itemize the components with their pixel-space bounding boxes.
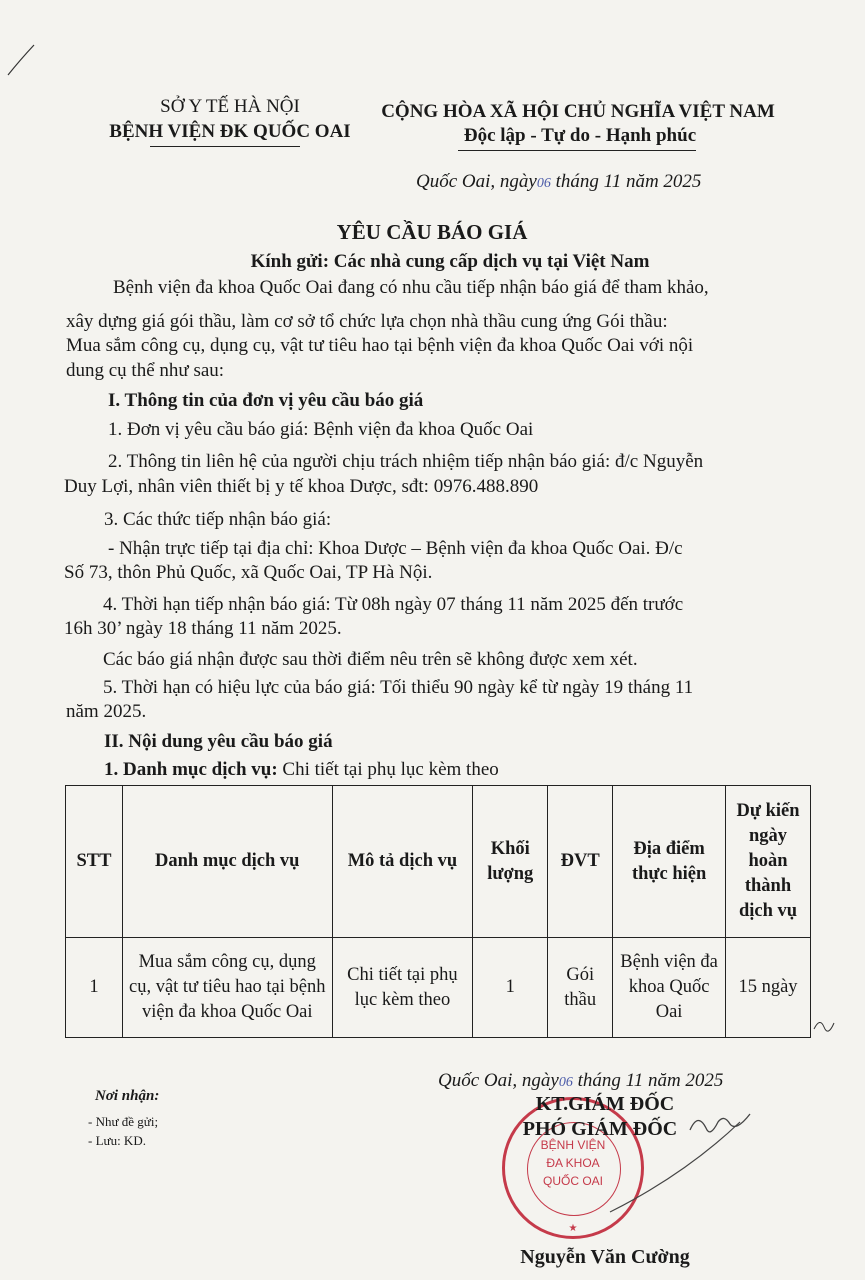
date-prefix: Quốc Oai, ngày <box>416 171 537 192</box>
table-cell: Gói thầu <box>548 938 613 1038</box>
table-cell: 1 <box>66 938 123 1038</box>
table-cell: 15 ngày <box>726 938 811 1038</box>
seal-text: BỆNH VIỆN <box>540 1138 606 1152</box>
section-1-line: 16h 30’ ngày 18 tháng 11 năm 2025. <box>64 618 342 639</box>
header-left-underline <box>150 146 300 147</box>
date-day-handwritten: 06 <box>558 1075 573 1090</box>
table-cell: 1 <box>473 938 548 1038</box>
section-2-heading: II. Nội dung yêu cầu báo giá <box>104 731 333 752</box>
seal-text: ĐA KHOA <box>546 1156 600 1170</box>
header-cell: Địa điểm thực hiện <box>613 786 726 938</box>
sign-title-1: KT.GIÁM ĐỐC <box>535 1093 675 1115</box>
section-1-line: 1. Đơn vị yêu cầu báo giá: Bệnh viện đa khoa Quốc Oai <box>108 419 534 440</box>
section-1-line: Duy Lợi, nhân viên thiết bị y tế khoa Dược, sđt: 0976.488.890 <box>64 476 539 497</box>
table-cell: Chi tiết tại phụ lục kèm theo <box>332 938 473 1038</box>
section-1-line: 5. Thời hạn có hiệu lực của báo giá: Tối thiểu 90 ngày kể từ ngày 19 tháng 11 <box>103 677 694 698</box>
header-cell: STT <box>66 786 123 938</box>
intro-line-2: xây dựng giá gói thầu, làm cơ sở tổ chức lựa chọn nhà thầu cung ứng Gói thầu: <box>66 311 668 332</box>
initials-mark <box>812 1015 842 1035</box>
header-cell: Mô tả dịch vụ <box>332 786 473 938</box>
header-cell: ĐVT <box>548 786 613 938</box>
date-suffix: tháng 11 năm 2025 <box>572 1070 724 1091</box>
intro-line-1: Bệnh viện đa khoa Quốc Oai đang có nhu cầu tiếp nhận báo giá để tham khảo, <box>113 277 709 298</box>
intro-line-4: dung cụ thể như sau: <box>66 360 225 381</box>
issue-date <box>416 170 701 195</box>
date-suffix: tháng 11 năm 2025 <box>550 171 702 192</box>
motto-underline <box>458 150 696 151</box>
section-1-line: - Nhận trực tiếp tại địa chỉ: Khoa Dược – Bệnh viện đa khoa Quốc Oai. Đ/c <box>108 538 683 559</box>
country-name: CỘNG HÒA XÃ HỘI CHỦ NGHĨA VIỆT NAM <box>381 101 775 122</box>
pen-mark-decoration <box>0 0 60 80</box>
signing-date <box>438 1069 723 1094</box>
service-list-caption-label: 1. Danh mục dịch vụ: <box>104 759 278 780</box>
recipient-line: Kính gửi: Các nhà cung cấp dịch vụ tại Việt Nam <box>250 251 650 272</box>
recipient-item: - Lưu: KD. <box>88 1133 146 1148</box>
handwritten-signature <box>590 1100 790 1220</box>
section-1-line: 4. Thời hạn tiếp nhận báo giá: Từ 08h ngày 07 tháng 11 năm 2025 đến trước <box>103 594 684 615</box>
intro-line-3: Mua sắm công cụ, dụng cụ, vật tư tiêu hao tại bệnh viện đa khoa Quốc Oai với nội <box>66 335 694 356</box>
section-1-heading: I. Thông tin của đơn vị yêu cầu báo giá <box>108 390 424 411</box>
recipients-title: Nơi nhận: <box>95 1088 160 1104</box>
date-prefix: Quốc Oai, ngày <box>438 1070 559 1091</box>
signer-name: Nguyễn Văn Cường <box>520 1246 690 1268</box>
header-cell: Danh mục dịch vụ <box>122 786 332 938</box>
section-1-line: Số 73, thôn Phủ Quốc, xã Quốc Oai, TP Hà Nội. <box>64 562 433 583</box>
service-list-caption <box>104 758 499 781</box>
table-cell: Bệnh viện đa khoa Quốc Oai <box>613 938 726 1038</box>
sign-title-2: PHÓ GIÁM ĐỐC <box>522 1118 678 1140</box>
date-day-handwritten: 06 <box>536 176 551 191</box>
section-1-line: Các báo giá nhận được sau thời điểm nêu trên sẽ không được xem xét. <box>103 649 638 670</box>
section-1-line: 2. Thông tin liên hệ của người chịu trách nhiệm tiếp nhận báo giá: đ/c Nguyễn <box>108 451 704 472</box>
section-1-line: 3. Các thức tiếp nhận báo giá: <box>104 509 332 530</box>
ministry-name: SỞ Y TẾ HÀ NỘI <box>160 96 300 117</box>
hospital-name: BỆNH VIỆN ĐK QUỐC OAI <box>109 121 351 142</box>
service-table <box>65 785 811 1038</box>
section-1-line: năm 2025. <box>66 701 147 722</box>
seal-star-icon: ★ <box>568 1223 578 1234</box>
motto: Độc lập - Tự do - Hạnh phúc <box>463 125 697 146</box>
table-cell: Mua sắm công cụ, dụng cụ, vật tư tiêu hao tại bệnh viện đa khoa Quốc Oai <box>122 938 332 1038</box>
service-list-caption-text: Chi tiết tại phụ lục kèm theo <box>277 759 499 780</box>
document-title: YÊU CẦU BÁO GIÁ <box>336 220 528 244</box>
header-cell: Dự kiến ngày hoàn thành dịch vụ <box>726 786 811 938</box>
table-row <box>66 938 811 1038</box>
header-cell: Khối lượng <box>473 786 548 938</box>
table-header-row <box>66 786 811 938</box>
seal-text: QUỐC OAI <box>542 1174 603 1188</box>
recipient-item: - Như đề gửi; <box>88 1114 159 1129</box>
